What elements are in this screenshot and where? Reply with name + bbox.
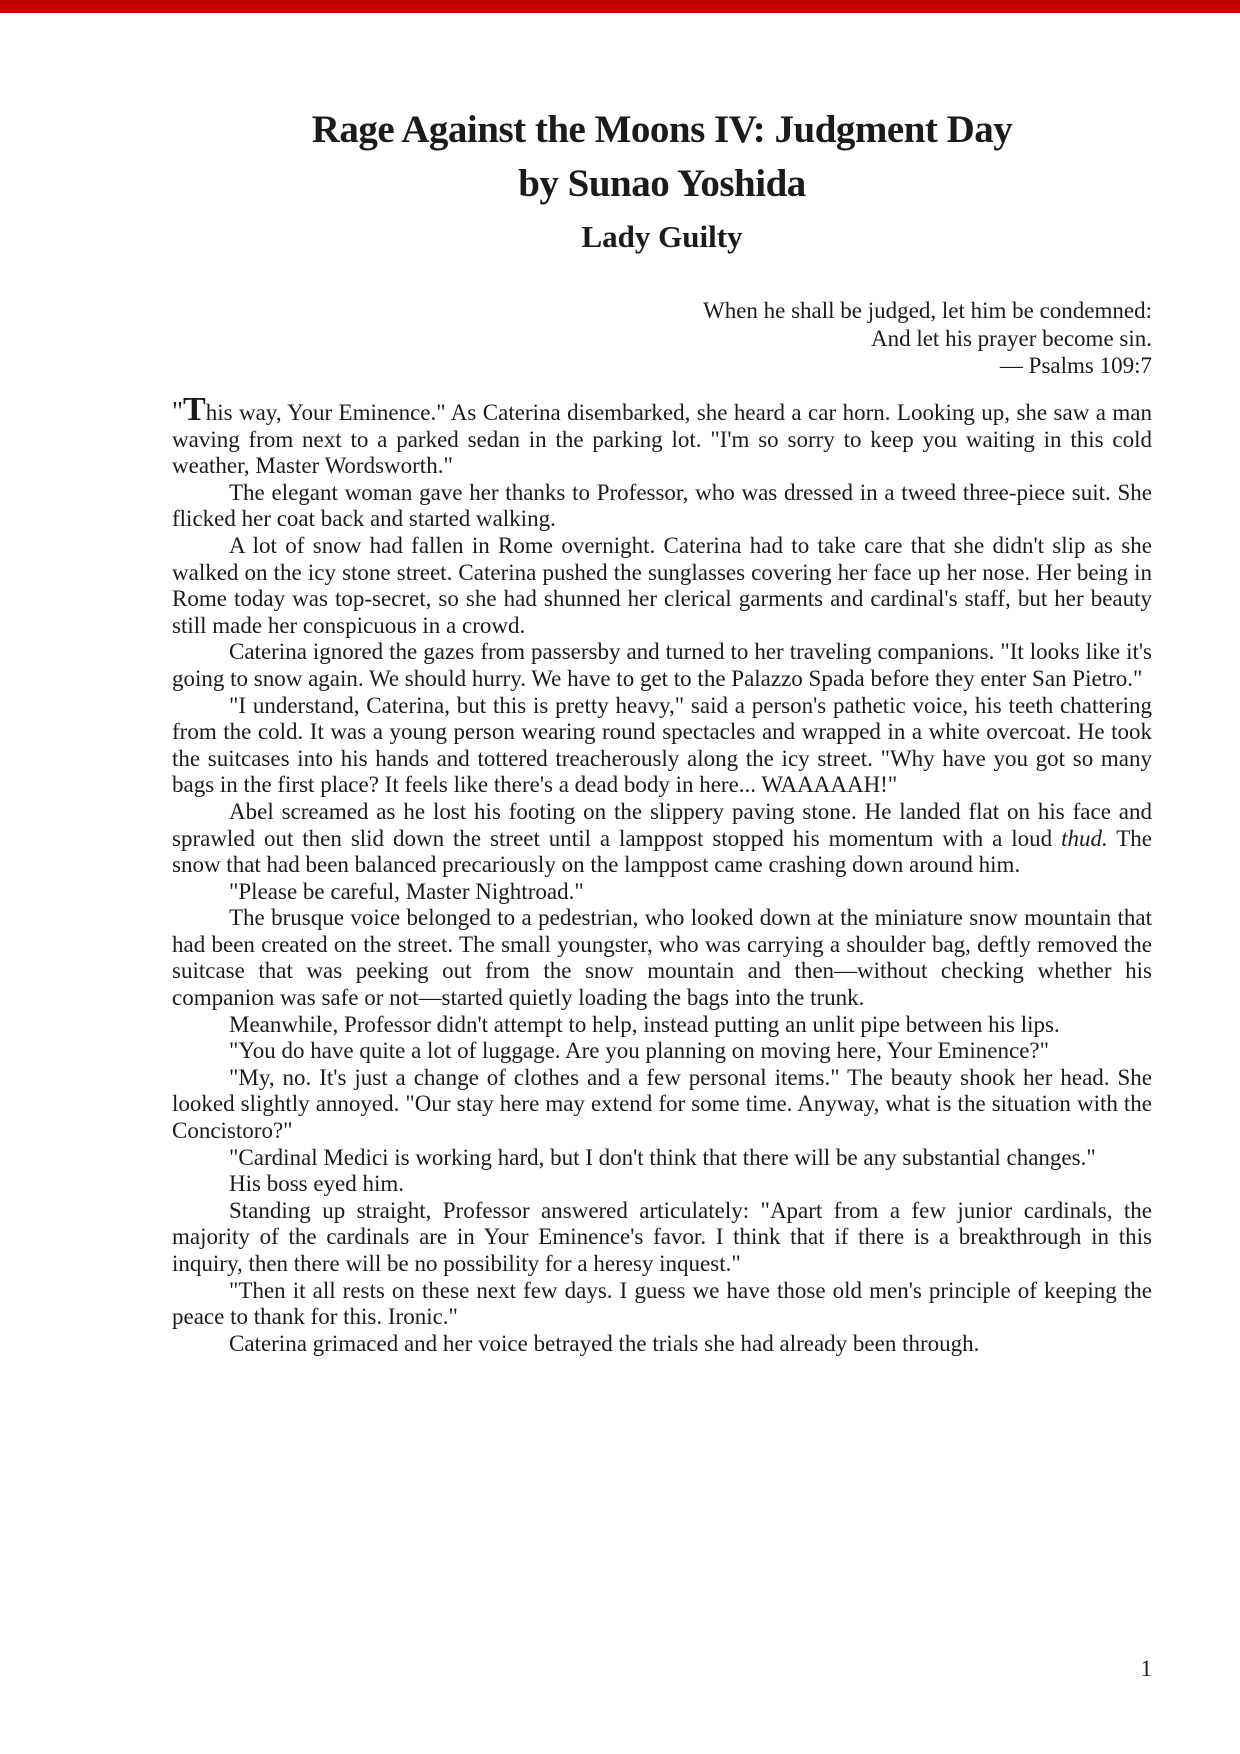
italic-word: thud. xyxy=(1061,825,1108,851)
page-number: 1 xyxy=(1140,1656,1152,1681)
paragraph-text: The snow that had been balanced precariously on the lamppost came crashing down around him. xyxy=(172,825,1152,878)
opening-quote: " xyxy=(172,396,184,426)
epigraph xyxy=(172,297,1152,380)
paragraph: "You do have quite a lot of luggage. Are you planning on moving here, Your Eminence?" xyxy=(229,1038,1050,1064)
paragraph: Caterina grimaced and her voice betrayed the trials she had already been through. xyxy=(229,1330,980,1356)
body-text xyxy=(172,391,1152,1357)
book-title-block xyxy=(172,103,1152,211)
paragraph: His boss eyed him. xyxy=(229,1171,405,1197)
paragraph: Meanwhile, Professor didn't attempt to help, instead putting an unlit pipe between his lips. xyxy=(229,1011,1060,1037)
paragraph: Standing up straight, Professor answered articulately: "Apart from a few junior cardinals, the majority of the cardinals are in Your Eminence's favor. I think that if there is a breakthrough in this inquiry, then there will be no possibility for a heresy inquest." xyxy=(172,1197,1152,1276)
paragraph: "My, no. It's just a change of clothes and a few personal items." The beauty shook her head. She looked slightly annoyed. "Our stay here may extend for some time. Anyway, what is the situation with the Concistoro?" xyxy=(172,1064,1152,1144)
paragraph: "Cardinal Medici is working hard, but I don't think that there will be any substantial changes." xyxy=(229,1144,1096,1170)
paragraph: "Then it all rests on these next few days. I guess we have those old men's principle of keeping the peace to thank for this. Ironic." xyxy=(172,1277,1152,1330)
paragraph-text: his way, Your Eminence." As Caterina disembarked, she heard a car horn. Looking up, she saw a man waving from next to a parked sedan in the parking lot. "I'm so sorry to keep you waiting in this cold weather, Master Wordsworth." xyxy=(172,400,1152,479)
paragraph-text: Abel screamed as he lost his footing on the slippery paving stone. He landed flat on his face and sprawled out then slid down the street until a lamppost stopped his momentum with a loud xyxy=(172,798,1152,851)
paragraph: A lot of snow had fallen in Rome overnight. Caterina had to take care that she didn't slip as she walked on the icy stone street. Caterina pushed the sunglasses covering her face up her nose. Her being in Rome today was top-secret, so she had shunned her clerical garments and cardinal's staff, but her beauty still made her conspicuous in a crowd. xyxy=(172,532,1152,638)
book-title: Rage Against the Moons IV: Judgment Day xyxy=(311,108,1013,151)
paragraph xyxy=(172,391,1152,480)
epigraph-attribution: — Psalms 109:7 xyxy=(999,353,1152,378)
paragraph: Caterina ignored the gazes from passersby and turned to her traveling companions. "It looks like it's going to snow again. We should hurry. We have to get to the Palazzo Spada before they enter San Pietro." xyxy=(172,639,1152,691)
epigraph-line: And let his prayer become sin. xyxy=(870,325,1152,351)
book-author-line: by Sunao Yoshida xyxy=(518,162,806,205)
paragraph xyxy=(172,799,1152,879)
paragraph: "Please be careful, Master Nightroad." xyxy=(229,878,584,904)
chapter-title: Lady Guilty xyxy=(581,219,743,254)
paragraph: The elegant woman gave her thanks to Professor, who was dressed in a tweed three-piece suit. She flicked her coat back and started walking. xyxy=(172,479,1152,532)
paragraph: "I understand, Caterina, but this is pretty heavy," said a person's pathetic voice, his teeth chattering from the cold. It was a young person wearing round spectacles and wrapped in a white overcoat. He took the suitcases into his hands and tottered treacherously along the icy street. "Why have you got so many bags in the first place? It feels like there's a dead body in here... WAAAAAH!" xyxy=(172,692,1152,798)
drop-cap-initial: T xyxy=(183,391,206,428)
epigraph-line: When he shall be judged, let him be condemned: xyxy=(702,298,1152,323)
paragraph: The brusque voice belonged to a pedestrian, who looked down at the miniature snow mountain that had been created on the street. The small youngster, who was carrying a shoulder bag, deftly removed the suitcase that was peeking out from the snow mountain and then—without checking whether his companion was safe or not—started quietly loading the bags into the trunk. xyxy=(172,905,1152,1011)
top-red-bar xyxy=(0,0,1240,13)
